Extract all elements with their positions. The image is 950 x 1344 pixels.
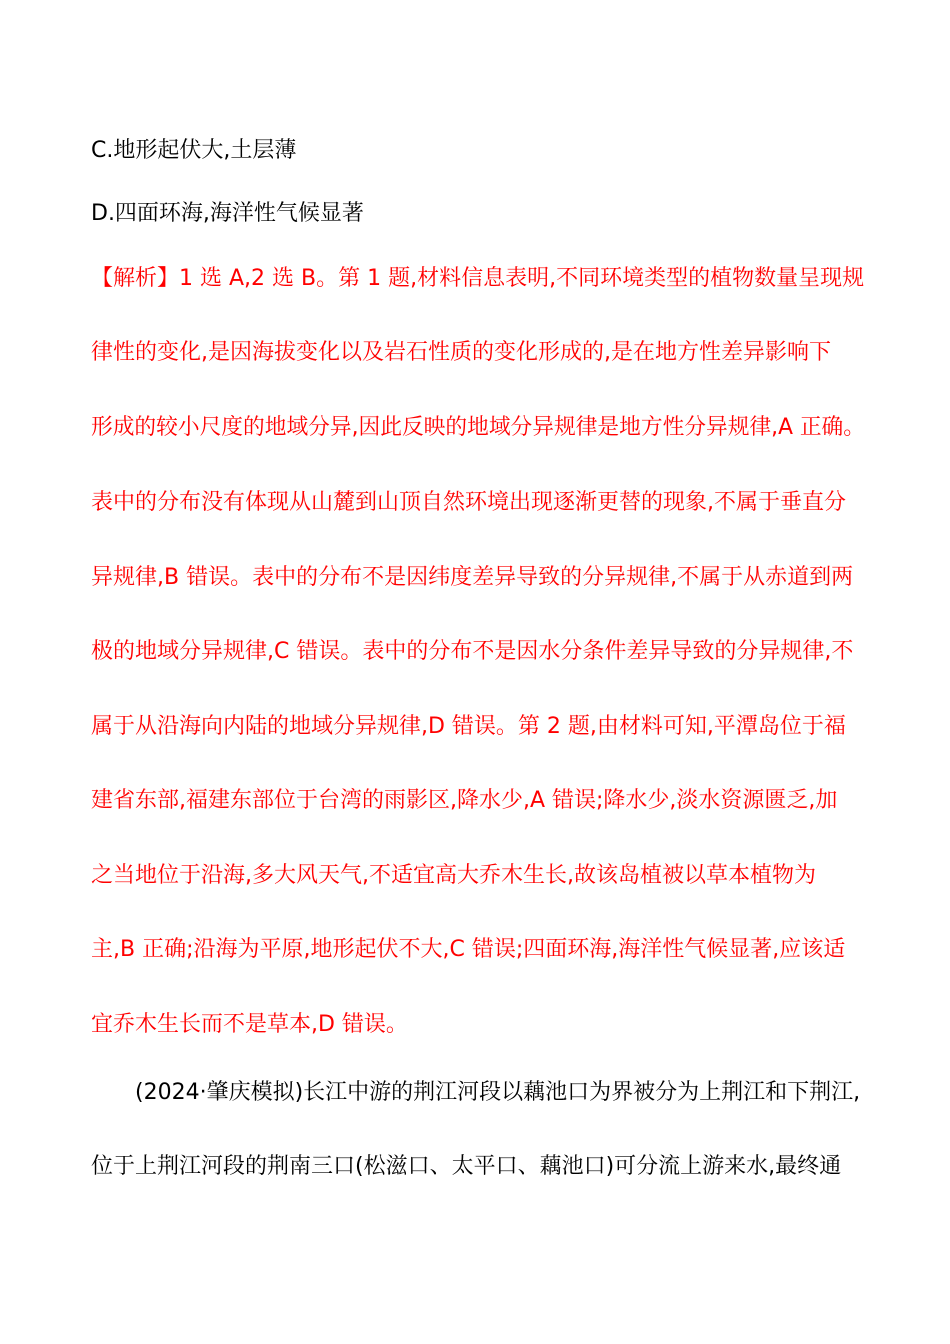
question-line: 位于上荆江河段的荆南三口(松滋口、太平口、藕池口)可分流上游来水,最终通 — [91, 1154, 842, 1179]
analysis-line: 主,B 正确;沿海为平原,地形起伏不大,C 错误;四面环海,海洋性气候显著,应该适 — [91, 937, 846, 962]
analysis-line: 形成的较小尺度的地域分异,因此反映的地域分异规律是地方性分异规律,A 正确。 — [91, 415, 866, 440]
analysis-line: 表中的分布没有体现从山麓到山顶自然环境出现逐渐更替的现象,不属于垂直分 — [91, 490, 846, 515]
analysis-line: 属于从沿海向内陆的地域分异规律,D 错误。第 2 题,由材料可知,平潭岛位于福 — [91, 714, 846, 739]
analysis-line: 宜乔木生长而不是草本,D 错误。 — [91, 1012, 408, 1037]
option-c: C.地形起伏大,土层薄 — [91, 138, 297, 163]
analysis-line: 【解析】1 选 A,2 选 B。第 1 题,材料信息表明,不同环境类型的植物数量呈现规 — [91, 266, 865, 291]
analysis-line: 异规律,B 错误。表中的分布不是因纬度差异导致的分异规律,不属于从赤道到两 — [91, 565, 854, 590]
analysis-line: 之当地位于沿海,多大风天气,不适宜高大乔木生长,故该岛植被以草本植物为 — [91, 863, 816, 888]
analysis-line: 极的地域分异规律,C 错误。表中的分布不是因水分条件差异导致的分异规律,不 — [91, 639, 854, 664]
analysis-line: 律性的变化,是因海拔变化以及岩石性质的变化形成的,是在地方性差异影响下 — [91, 340, 831, 365]
question-line: (2024·肇庆模拟)长江中游的荆江河段以藕池口为界被分为上荆江和下荆江, — [135, 1080, 861, 1105]
analysis-line: 建省东部,福建东部位于台湾的雨影区,降水少,A 错误;降水少,淡水资源匮乏,加 — [91, 788, 838, 813]
option-d: D.四面环海,海洋性气候显著 — [91, 201, 364, 226]
